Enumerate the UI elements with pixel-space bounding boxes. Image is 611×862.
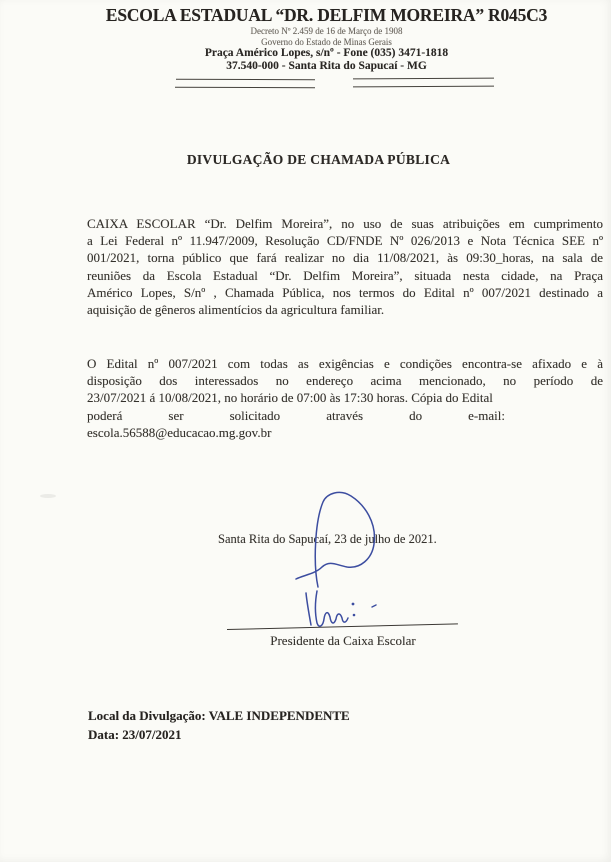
signature-ink-dot	[353, 614, 356, 617]
footer	[88, 707, 350, 744]
paragraph-line: disposição dos interessados no endereço acima mencionado, no período de	[87, 373, 603, 389]
paragraph-line: Américo Lopes, S/nº , Chamada Pública, nos termos do Edital nº 007/2021 destinado a	[87, 284, 603, 300]
header-rule	[353, 86, 494, 88]
scan-smudge	[40, 494, 56, 498]
signature-ink-dash	[372, 605, 376, 607]
government-line: Governo do Estado de Minas Gerais	[261, 36, 392, 47]
paragraph-line: a Lei Federal nº 11.947/2009, Resolução CD/FNDE Nº 026/2013 e Nota Técnica SEE nº	[87, 233, 603, 249]
school-name: ESCOLA ESTADUAL “DR. DELFIM MOREIRA” R045C3	[105, 5, 548, 25]
paragraph-line: poderá ser solicitado através do e-mail:	[87, 407, 505, 423]
paragraph-2	[87, 355, 603, 441]
paragraph-line: reuniões da Escola Estadual “Dr. Delfim Moreira”, situada nesta cidade, na Praça	[87, 267, 603, 283]
header-rule	[353, 78, 494, 80]
paragraph-line: 23/07/2021 á 10/08/2021, no horário de 07:00 às 17:30 horas. Cópia do Edital	[87, 390, 493, 406]
address-line: Praça Américo Lopes, s/nº - Fone (035) 3471-1818	[204, 47, 449, 59]
paragraph-line: aquisição de gêneros alimentícios da agricultura familiar.	[87, 302, 385, 318]
city-date-line: Santa Rita do Sapucaí, 23 de julho de 2021.	[218, 532, 437, 546]
decree-line: Decreto Nº 2.459 de 16 de Março de 1908	[250, 26, 403, 36]
header-rule	[175, 87, 315, 89]
letterhead	[21, 5, 611, 73]
handwritten-signature	[290, 487, 385, 635]
paragraph-line: CAIXA ESCOLAR “Dr. Delfim Moreira”, no uso de suas atribuições em cumprimento	[87, 216, 603, 231]
publication-location-line: Local da Divulgação: VALE INDEPENDENTE	[88, 708, 350, 723]
paragraph-line: 001/2021, torna público que fará realizar no dia 11/08/2021, às 09:30_horas, na sala de	[87, 250, 603, 266]
signature-squiggle-stroke	[306, 591, 348, 626]
city-line: 37.540-000 - Santa Rita do Sapucaí - MG	[226, 60, 427, 72]
signature-ink-dot	[352, 603, 355, 606]
paragraph-line: O Edital nº 007/2021 com todas as exigências e condições encontra-se afixado e à	[87, 356, 603, 371]
header-rule	[176, 79, 315, 81]
document-title: DIVULGAÇÃO DE CHAMADA PÚBLICA	[186, 152, 451, 167]
signature-loop-stroke	[296, 492, 374, 587]
signature-role-label: Presidente da Caixa Escolar	[270, 633, 416, 648]
paragraph-1	[87, 215, 603, 318]
publication-date-line: Data: 23/07/2021	[88, 726, 182, 742]
email-line: escola.56588@educacao.mg.gov.br	[87, 424, 272, 440]
